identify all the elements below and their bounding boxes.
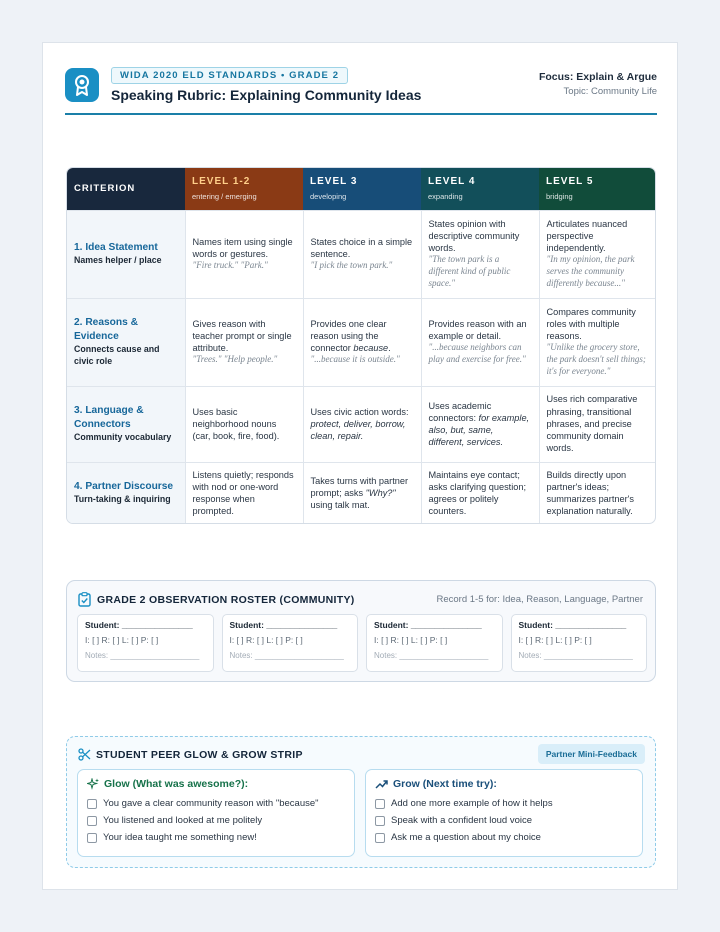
criterion-cell [67,210,185,298]
example-quote: "...because it is outside." [310,354,400,365]
level-label: LEVEL 5 [546,176,594,188]
criterion-cell [67,386,185,462]
trend-up-icon [375,778,388,790]
criterion-sub: Turn-taking & inquiring [74,494,171,505]
grow-item[interactable]: Add one more example of how it helps [375,798,633,809]
descriptor: Provides one clear reason using the connector because. [310,318,391,354]
rubric-page [42,42,678,890]
focus-label: Focus: Explain & Argue [538,71,657,83]
rubric-cell [421,298,539,386]
grow-item[interactable]: Ask me a question about my choice [375,832,633,843]
example-quote: "Trees." "Help people." [192,354,278,365]
student-card[interactable] [77,614,214,672]
level-3-header [303,168,421,210]
student-card[interactable] [511,614,648,672]
grow-heading: Grow (Next time try): [393,778,497,790]
notes-line: Notes: ____________________ [229,651,344,660]
rubric-cell: Listens quietly; responds with nod or one-word response when prompted. [185,462,303,524]
example-quote: "I pick the town park." [310,260,393,271]
criterion-header: CRITERION [67,168,185,210]
rubric-cell: Uses rich comparative phrasing, transitional phrases, and precise community domain words. [539,386,656,462]
notes-line: Notes: ____________________ [518,651,633,660]
table-row [67,298,656,386]
example-quote: "...because neighbors can play and exercise for free." [428,342,526,365]
rubric-cell [303,298,421,386]
checkbox[interactable] [87,799,97,809]
grow-box [365,769,643,857]
roster-note: Record 1-5 for: Idea, Reason, Language, Partner [436,594,643,605]
criterion-sub: Names helper / place [74,254,162,265]
level-sub: developing [310,192,347,202]
grow-item[interactable]: Speak with a confident loud voice [375,815,633,826]
award-ribbon-icon [65,68,99,102]
partner-feedback-badge: Partner Mini-Feedback [538,744,645,764]
checkbox[interactable] [375,816,385,826]
criterion-sub: Connects cause and civic role [74,343,160,366]
rubric-cell: Uses civic action words: protect, deliver, borrow, clean, repair. [303,386,421,462]
rubric-cell: Maintains eye contact; asks clarifying question; agrees or politely counters. [421,462,539,524]
glow-heading: Glow (What was awesome?): [104,778,249,790]
table-row [67,210,656,298]
topic-label: Topic: Community Life [563,86,657,97]
rubric-header-row [67,168,656,210]
student-name-line: Student: _______________ [374,620,482,630]
descriptor: Compares community roles with multiple reasons. [546,306,636,342]
level-1-2-header [185,168,303,210]
rubric-cell [185,210,303,298]
checkbox[interactable] [375,833,385,843]
level-sub: expanding [428,192,463,202]
rubric-cell [185,298,303,386]
scissors-icon [78,748,91,761]
level-label: LEVEL 3 [310,176,358,188]
checkbox[interactable] [87,833,97,843]
rubric-table [66,167,656,524]
score-boxes: I: [ ] R: [ ] L: [ ] P: [ ] [518,635,592,645]
student-card[interactable] [222,614,359,672]
clipboard-check-icon [78,592,91,607]
example-quote: "Unlike the grocery store, the park doesn't sell things; it's for everyone." [546,342,646,377]
score-boxes: I: [ ] R: [ ] L: [ ] P: [ ] [85,635,159,645]
example-quote: "In my opinion, the park serves the community differently because..." [546,254,635,289]
criterion-name: 2. Reasons & Evidence [74,317,138,343]
descriptor: Provides reason with an example or detail. [428,318,527,342]
student-name-line: Student: _______________ [85,620,193,630]
rubric-cell: Uses basic neighborhood nouns (car, book, fire, food). [185,386,303,462]
criterion-name: 3. Language & Connectors [74,405,144,431]
descriptor: States choice in a simple sentence. [310,236,413,260]
level-5-header [539,168,656,210]
level-label: LEVEL 4 [428,176,476,188]
checkbox[interactable] [375,799,385,809]
level-sub: bridging [546,192,573,202]
checkbox[interactable] [87,816,97,826]
score-boxes: I: [ ] R: [ ] L: [ ] P: [ ] [374,635,448,645]
rubric-cell [421,210,539,298]
rubric-cell [539,210,656,298]
rubric-cell: Takes turns with partner prompt; asks "Why?" using talk mat. [303,462,421,524]
glow-item[interactable]: You listened and looked at me politely [87,815,345,826]
example-quote: "Fire truck." "Park." [192,260,268,271]
level-4-header [421,168,539,210]
sparkle-icon [87,778,99,790]
criterion-name: 1. Idea Statement [74,242,158,254]
roster-cards [77,614,647,672]
descriptor: Gives reason with teacher prompt or single attribute. [192,318,292,354]
student-name-line: Student: _______________ [229,620,338,630]
student-card[interactable] [366,614,503,672]
observation-roster [66,580,656,682]
glow-item[interactable]: Your idea taught me something new! [87,832,345,843]
peer-feedback-strip [66,736,656,868]
roster-title: GRADE 2 OBSERVATION ROSTER (COMMUNITY) [97,594,355,606]
rubric-cell: Uses academic connectors: for example, also, but, same, different, services. [421,386,539,462]
descriptor: Articulates nuanced perspective independently. [546,218,628,254]
level-label: LEVEL 1-2 [192,176,251,188]
descriptor: States opinion with descriptive community words. [428,218,520,254]
page-title: Speaking Rubric: Explaining Community Ideas [111,87,422,103]
example-quote: "The town park is a different kind of public space." [428,254,511,289]
descriptor: Names item using single words or gestures. [192,236,293,260]
table-row [67,462,656,524]
page-header [65,67,657,115]
rubric-cell [303,210,421,298]
glow-item[interactable]: You gave a clear community reason with "because" [87,798,345,809]
score-boxes: I: [ ] R: [ ] L: [ ] P: [ ] [229,635,303,645]
criterion-name: 4. Partner Discourse [74,481,174,493]
rubric-cell [539,298,656,386]
peer-strip-title: STUDENT PEER GLOW & GROW STRIP [96,749,303,761]
notes-line: Notes: ____________________ [374,651,489,660]
student-name-line: Student: _______________ [518,620,627,630]
notes-line: Notes: ____________________ [85,651,200,660]
glow-box [77,769,355,857]
rubric-cell: Builds directly upon partner's ideas; summarizes partner's explanation naturally. [539,462,656,524]
criterion-cell [67,298,185,386]
criterion-cell [67,462,185,524]
criterion-sub: Community vocabulary [74,431,172,442]
standards-tag: WIDA 2020 ELD STANDARDS • GRADE 2 [111,67,348,84]
level-sub: entering / emerging [192,192,257,202]
table-row [67,386,656,462]
